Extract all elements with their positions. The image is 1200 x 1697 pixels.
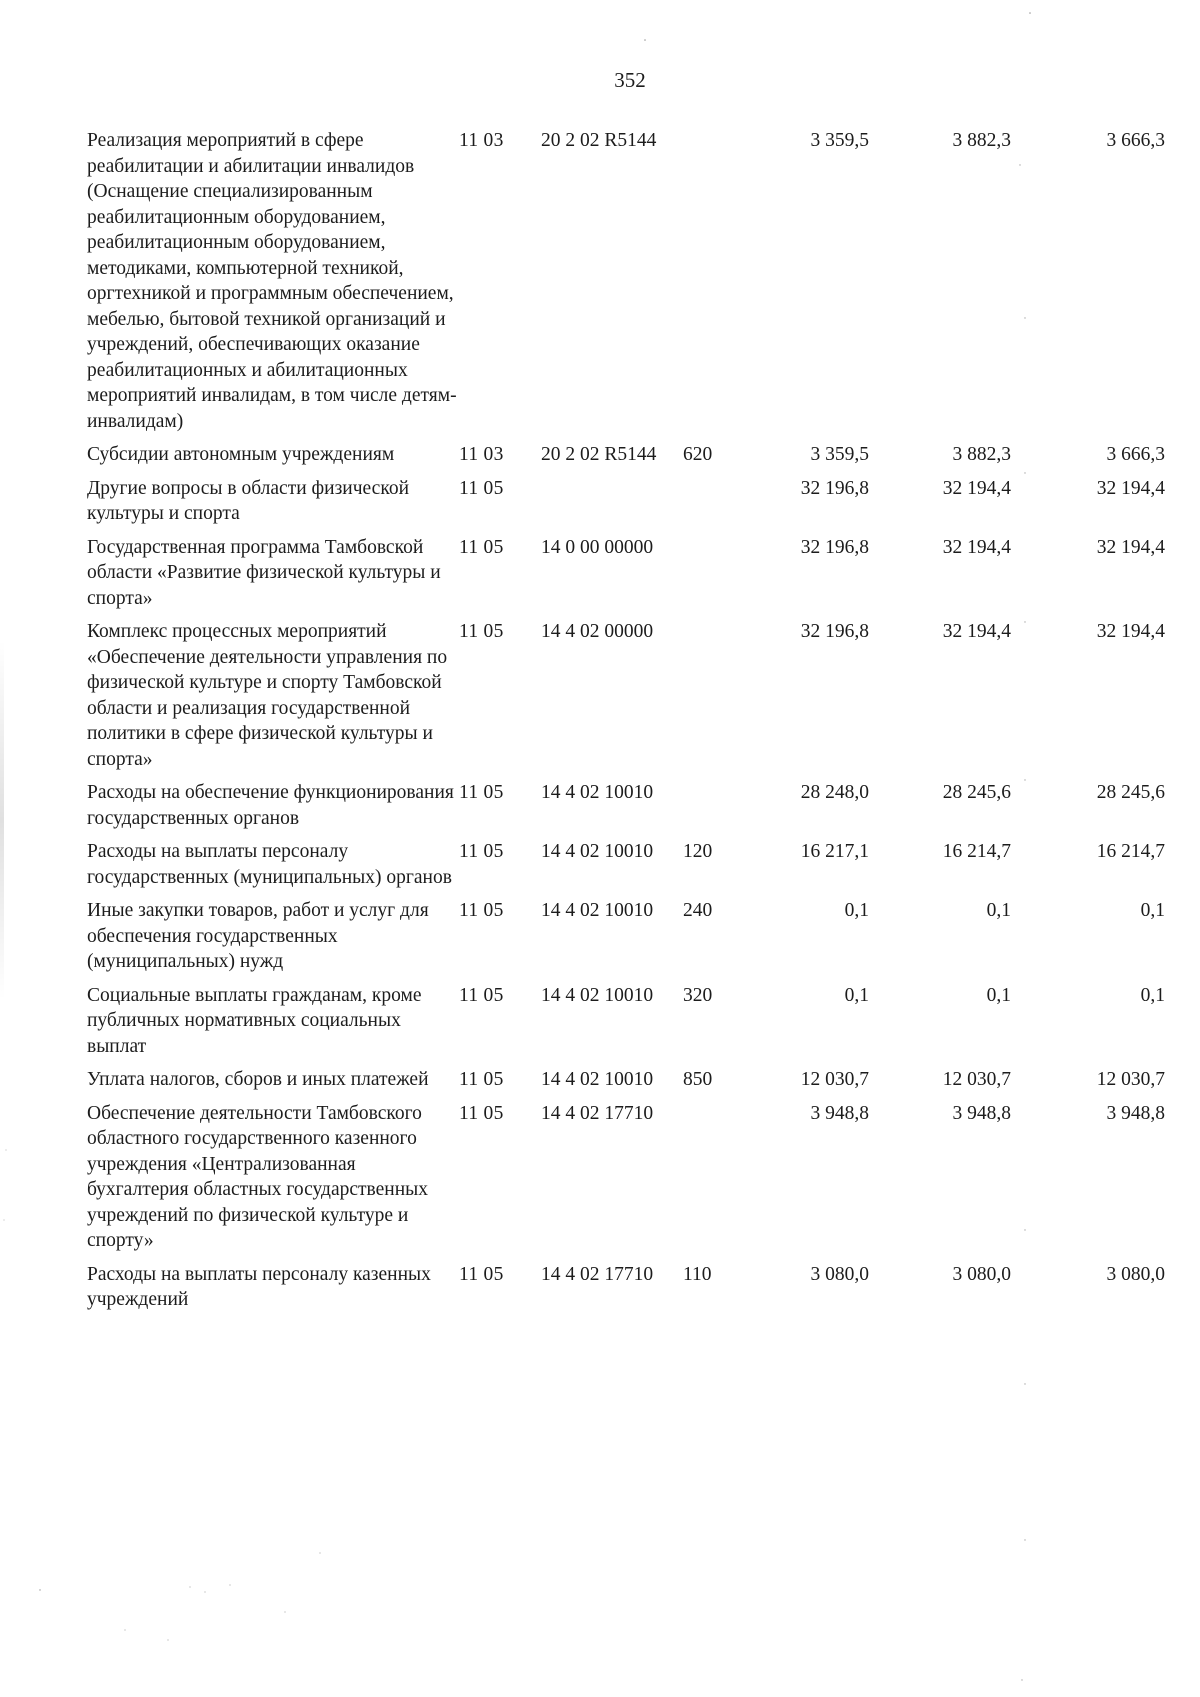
row-value-year3: 32 194,4 [1096, 536, 1165, 558]
row-value-year2: 12 030,7 [942, 1069, 1011, 1090]
row-value-year1: 0,1 [844, 900, 869, 921]
row-section-code: 11 05 [459, 984, 504, 1006]
row-value-year2: 32 194,4 [942, 621, 1011, 642]
row-section-code: 11 05 [459, 841, 504, 862]
row-value-year2: 0,1 [986, 900, 1011, 921]
table-row [87, 1262, 1165, 1321]
table-row [87, 839, 1165, 898]
row-target-code: 20 2 02 R5144 [541, 444, 657, 465]
row-value-year2: 16 214,7 [942, 841, 1011, 862]
table-row [87, 983, 1165, 1068]
row-value-year1: 0,1 [844, 984, 869, 1006]
row-target-code: 14 4 02 17710 [541, 1263, 654, 1285]
row-value-year3: 3 666,3 [1106, 130, 1165, 151]
row-target-code: 20 2 02 R5144 [541, 130, 657, 151]
row-value-year1: 32 196,8 [800, 477, 869, 499]
row-name: Субсидии автономным учреждениям [87, 444, 395, 465]
row-value-year1: 32 196,8 [800, 621, 869, 642]
row-value-year2: 3 882,3 [952, 130, 1011, 151]
budget-table [87, 128, 1165, 1321]
row-value-year3: 16 214,7 [1096, 841, 1165, 862]
row-expense-type [683, 476, 739, 535]
table-row [87, 780, 1165, 839]
row-expense-type: 110 [683, 1263, 712, 1285]
table-row [87, 1067, 1165, 1101]
row-value-year3: 32 194,4 [1096, 621, 1165, 642]
row-section-code: 11 05 [459, 1102, 504, 1124]
row-value-year2: 32 194,4 [942, 477, 1011, 499]
row-section-code: 11 05 [459, 782, 504, 803]
row-value-year3: 12 030,7 [1096, 1069, 1165, 1090]
row-name: Реализация мероприятий в сфере реабилитации и абилитации инвалидов (Оснащение специализированным реабилитационным оборудованием, реабилитационным оборудованием, методиками, компьютерной техникой, оргтехникой и программным обеспечением, мебелью, бытовой техникой организаций и учреждений, обеспечивающих оказание реабилитационных и абилитационных мероприятий инвалидам, в том числе детям-инвалидам) [87, 130, 457, 432]
table-row [87, 535, 1165, 620]
row-name: Социальные выплаты гражданам, кроме публичных нормативных социальных выплат [87, 984, 422, 1057]
row-expense-type [683, 619, 739, 780]
row-expense-type [683, 128, 739, 442]
row-target-code [541, 476, 683, 535]
row-target-code: 14 4 02 10010 [541, 1069, 654, 1090]
row-expense-type [683, 780, 739, 839]
row-value-year1: 3 948,8 [810, 1102, 869, 1124]
row-value-year1: 3 359,5 [810, 444, 869, 465]
row-section-code: 11 05 [459, 477, 504, 499]
row-value-year1: 16 217,1 [800, 841, 869, 862]
row-value-year3: 32 194,4 [1096, 477, 1165, 499]
row-expense-type: 850 [683, 1069, 713, 1090]
row-value-year2: 32 194,4 [942, 536, 1011, 558]
row-value-year1: 3 080,0 [810, 1263, 869, 1285]
table-row [87, 476, 1165, 535]
row-expense-type [683, 1101, 739, 1262]
row-expense-type: 240 [683, 900, 713, 921]
row-value-year3: 3 080,0 [1106, 1263, 1165, 1285]
row-target-code: 14 4 02 10010 [541, 900, 654, 921]
row-value-year3: 28 245,6 [1096, 782, 1165, 803]
row-name: Иные закупки товаров, работ и услуг для обеспечения государственных (муниципальных) нужд [87, 900, 429, 972]
row-name: Расходы на обеспечение функционирования государственных органов [87, 782, 454, 829]
table-row [87, 619, 1165, 780]
row-value-year3: 3 666,3 [1106, 444, 1165, 465]
row-value-year2: 28 245,6 [942, 782, 1011, 803]
row-target-code: 14 4 02 10010 [541, 782, 654, 803]
row-target-code: 14 4 02 17710 [541, 1102, 654, 1124]
row-value-year2: 0,1 [986, 984, 1011, 1006]
row-name: Расходы на выплаты персоналу государственных (муниципальных) органов [87, 841, 452, 888]
row-value-year2: 3 948,8 [952, 1102, 1011, 1124]
row-value-year3: 0,1 [1140, 984, 1165, 1006]
row-section-code: 11 05 [459, 900, 504, 921]
row-target-code: 14 4 02 10010 [541, 841, 654, 862]
row-name: Обеспечение деятельности Тамбовского областного государственного казенного учреждения «Централизованная бухгалтерия областных государственных учреждений по физической культуре и спорту» [87, 1102, 428, 1251]
table-row [87, 128, 1165, 442]
row-expense-type: 620 [683, 444, 713, 465]
row-value-year1: 12 030,7 [800, 1069, 869, 1090]
row-expense-type: 320 [683, 984, 713, 1006]
row-name: Уплата налогов, сборов и иных платежей [87, 1069, 429, 1090]
row-name: Другие вопросы в области физической культуры и спорта [87, 477, 410, 524]
row-section-code: 11 05 [459, 1263, 504, 1285]
row-section-code: 11 05 [459, 621, 504, 642]
row-section-code: 11 03 [459, 444, 504, 465]
row-value-year1: 28 248,0 [800, 782, 869, 803]
row-value-year2: 3 080,0 [952, 1263, 1011, 1285]
row-name: Государственная программа Тамбовской области «Развитие физической культуры и спорта» [87, 536, 441, 609]
table-row [87, 442, 1165, 476]
scan-binding-shadow [0, 640, 4, 1000]
row-section-code: 11 05 [459, 536, 504, 558]
row-value-year2: 3 882,3 [952, 444, 1011, 465]
row-expense-type: 120 [683, 841, 713, 862]
row-section-code: 11 03 [459, 130, 504, 151]
row-name: Комплекс процессных мероприятий «Обеспечение деятельности управления по физической культуре и спорту Тамбовской области и реализация государственной политики в сфере физической культуры и спорта» [87, 621, 448, 770]
row-value-year1: 3 359,5 [810, 130, 869, 151]
row-value-year3: 0,1 [1140, 900, 1165, 921]
row-expense-type [683, 535, 739, 620]
row-name: Расходы на выплаты персоналу казенных учреждений [87, 1263, 431, 1310]
row-target-code: 14 4 02 00000 [541, 621, 654, 642]
row-value-year3: 3 948,8 [1106, 1102, 1165, 1124]
row-section-code: 11 05 [459, 1069, 504, 1090]
page-number: 352 [614, 68, 646, 92]
row-target-code: 14 0 00 00000 [541, 536, 654, 558]
row-value-year1: 32 196,8 [800, 536, 869, 558]
table-row [87, 898, 1165, 983]
table-row [87, 1101, 1165, 1262]
row-target-code: 14 4 02 10010 [541, 984, 654, 1006]
